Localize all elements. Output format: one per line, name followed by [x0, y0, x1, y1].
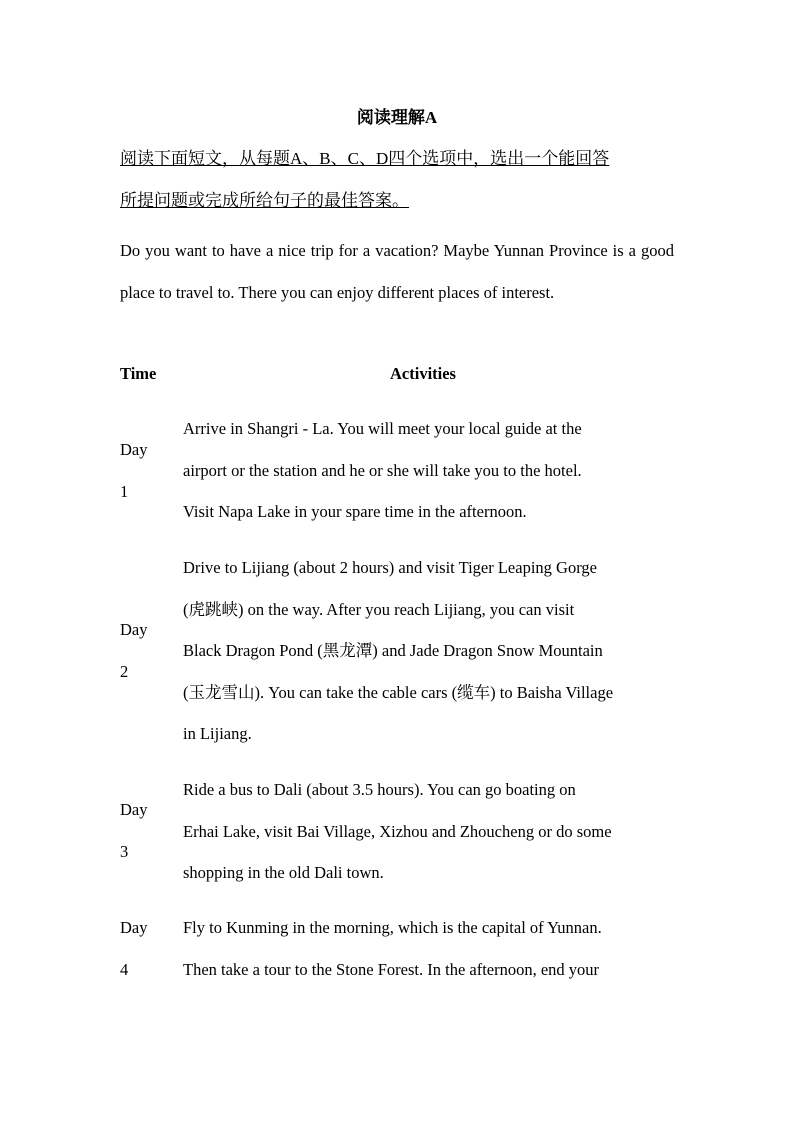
- day-1-number: 1: [120, 482, 129, 501]
- header-time: Time: [120, 364, 157, 383]
- day-3-line: shopping in the old Dali town.: [183, 863, 384, 882]
- day-2-line: in Lijiang.: [183, 724, 252, 743]
- instructions-line-2: [120, 189, 680, 213]
- instructions-line-2-text: 所提问题或完成所给句子的最佳答案。: [120, 191, 409, 210]
- day-1-activities: [183, 408, 683, 533]
- day-1-word: Day: [120, 440, 148, 459]
- day-2-number: 2: [120, 662, 129, 681]
- day-4-activities: [183, 907, 683, 990]
- instructions-line-1: 阅读下面短文，从每题A、B、C、D四个选项中，选出一个能回答: [120, 149, 610, 168]
- intro-paragraph: Do you want to have a nice trip for a vacation? Maybe Yunnan Province is a good place to travel to. There you can enjoy different places of interest.: [120, 241, 674, 302]
- day-1-line: Arrive in Shangri - La. You will meet your local guide at the: [183, 419, 582, 438]
- day-3-activities: [183, 769, 683, 894]
- day-1-line: Visit Napa Lake in your spare time in the afternoon.: [183, 502, 527, 521]
- day-3-word: Day: [120, 800, 148, 819]
- day-2-word: Day: [120, 620, 148, 639]
- day-3-line: Ride a bus to Dali (about 3.5 hours). You can go boating on: [183, 780, 576, 799]
- day-2-activities: [183, 547, 683, 755]
- day-2-line: (玉龙雪山). You can take the cable cars (缆车) to Baisha Village: [183, 682, 614, 702]
- day-2-line: Drive to Lijiang (about 2 hours) and visit Tiger Leaping Gorge: [183, 558, 597, 577]
- day-4-line: Then take a tour to the Stone Forest. In the afternoon, end your: [183, 959, 600, 979]
- day-4-number: 4: [120, 960, 129, 979]
- section-title: 阅读理解A: [356, 108, 438, 127]
- day-3-number: 3: [120, 842, 129, 861]
- day-2-line: (虎跳峡) on the way. After you reach Lijiang, you can visit: [183, 599, 575, 619]
- day-2-line: Black Dragon Pond (黑龙潭) and Jade Dragon Snow Mountain: [183, 641, 603, 660]
- day-4-line: Fly to Kunming in the morning, which is the capital of Yunnan.: [183, 918, 602, 937]
- day-1-line: airport or the station and he or she will take you to the hotel.: [183, 460, 582, 480]
- day-3-line: Erhai Lake, visit Bai Village, Xizhou and Zhoucheng or do some: [183, 821, 612, 841]
- day-4-word: Day: [120, 918, 148, 937]
- header-activities: Activities: [390, 364, 456, 383]
- instructions-underline-tail: [409, 189, 431, 213]
